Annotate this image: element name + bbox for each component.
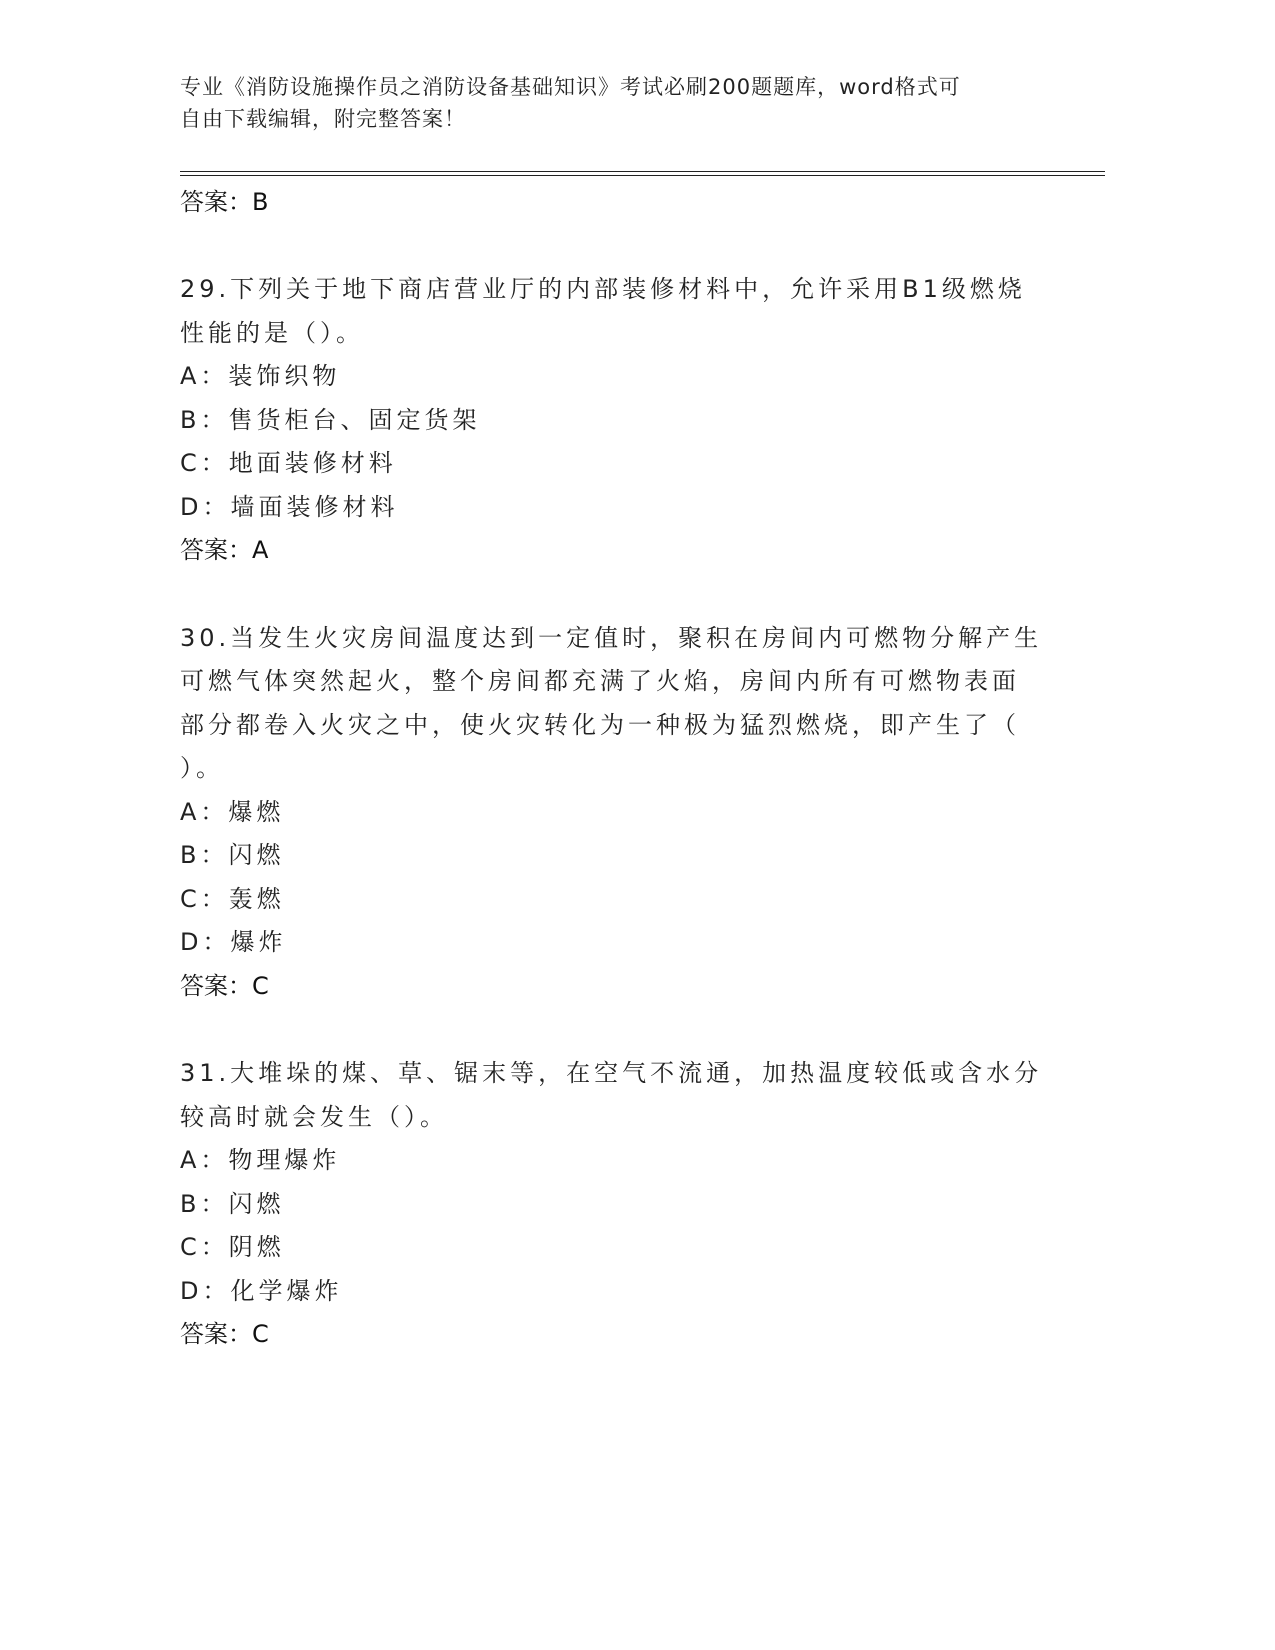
question-29-option-b: B：售货柜台、固定货架 xyxy=(180,406,481,434)
answer-31: 答案：C xyxy=(180,1320,269,1348)
header-line-1: 专业《消防设施操作员之消防设备基础知识》考试必刷200题题库，word格式可 xyxy=(180,75,961,99)
question-31-option-d: D：化学爆炸 xyxy=(180,1277,343,1305)
header-rule-top xyxy=(180,171,1105,172)
question-30-line-1: 30.当发生火灾房间温度达到一定值时，聚积在房间内可燃物分解产生 xyxy=(180,624,1043,652)
question-30-option-d: D：爆炸 xyxy=(180,928,287,956)
question-30-option-b: B：闪燃 xyxy=(180,841,285,869)
answer-29: 答案：A xyxy=(180,536,269,564)
answer-28: 答案：B xyxy=(180,188,269,216)
header-rule-bottom xyxy=(180,175,1105,176)
question-31-option-a: A：物理爆炸 xyxy=(180,1146,341,1174)
question-29-option-c: C：地面装修材料 xyxy=(180,449,397,477)
question-29-option-d: D：墙面装修材料 xyxy=(180,493,399,521)
question-30-option-c: C：轰燃 xyxy=(180,885,285,913)
question-30-option-a: A：爆燃 xyxy=(180,798,285,826)
question-31-option-c: C：阴燃 xyxy=(180,1233,285,1261)
question-30-line-2: 可燃气体突然起火，整个房间都充满了火焰，房间内所有可燃物表面 xyxy=(180,667,1020,695)
answer-30: 答案：C xyxy=(180,972,269,1000)
header-line-2: 自由下载编辑，附完整答案！ xyxy=(180,107,466,131)
question-31-line-1: 31.大堆垛的煤、草、锯末等，在空气不流通，加热温度较低或含水分 xyxy=(180,1059,1043,1087)
question-29-option-a: A：装饰织物 xyxy=(180,362,341,390)
question-29-line-2: 性能的是（）。 xyxy=(180,319,364,347)
question-30-line-4: ）。 xyxy=(180,754,224,782)
question-31-line-2: 较高时就会发生（）。 xyxy=(180,1103,448,1131)
question-31-option-b: B：闪燃 xyxy=(180,1190,285,1218)
question-30-line-3: 部分都卷入火灾之中，使火灾转化为一种极为猛烈燃烧，即产生了（ xyxy=(180,711,1020,739)
question-29-line-1: 29.下列关于地下商店营业厅的内部装修材料中，允许采用B1级燃烧 xyxy=(180,275,1026,303)
